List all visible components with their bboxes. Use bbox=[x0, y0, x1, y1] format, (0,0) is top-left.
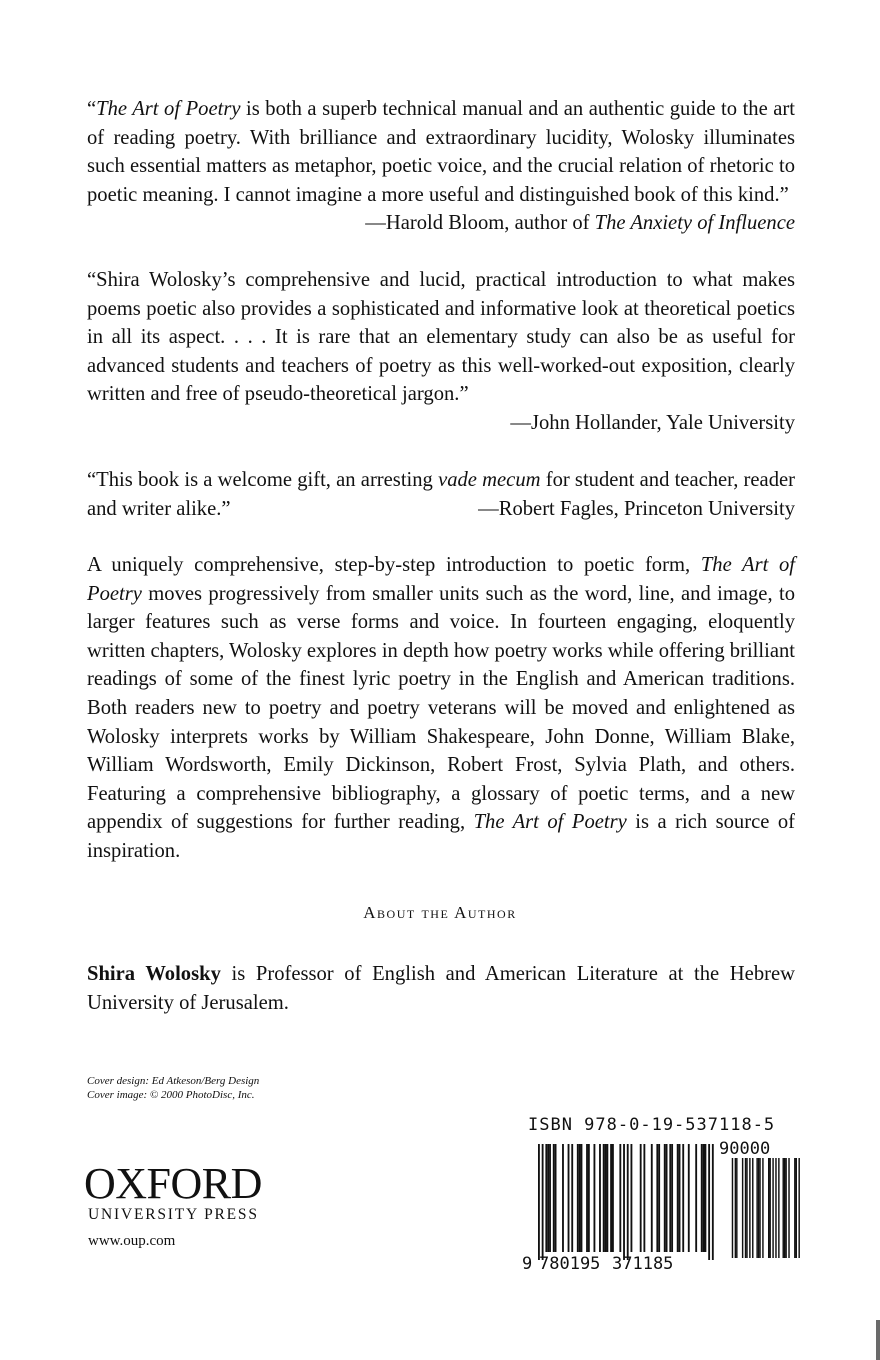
barcode-bar bbox=[549, 1144, 551, 1252]
book-description: A uniquely comprehensive, step-by-step introduction to poetic form, The Art of Poetry moves progressively from smaller units such as the word, line, and image, to larger features such as verse forms and voice. In fourteen engaging, eloquently written chapters, Wolosky explores in depth how poetry works while offering brilliant readings of some of the finest lyric poetry in the English and American traditions. Both readers new to poetry and poetry veterans will be moved and enlightened as Wolosky interprets works by William Shakespeare, John Donne, William Blake, William Wordsworth, Emily Dickinson, Robert Frost, Sylvia Plath, and others. Featuring a comprehensive bibliography, a glossary of poetic terms, and a new appendix of suggestions for further reading, The Art of Poetry is a rich source of inspiration. bbox=[87, 554, 796, 862]
barcode-digit-group2: 371185 bbox=[612, 1254, 674, 1274]
cover-credits bbox=[87, 1074, 259, 1102]
barcode-bar bbox=[656, 1144, 658, 1252]
barcode-bar bbox=[603, 1144, 605, 1252]
barcode-addon-digits: 90000 bbox=[719, 1139, 771, 1159]
barcode-bar bbox=[586, 1144, 588, 1252]
barcode-addon-bar bbox=[783, 1158, 784, 1258]
barcode-addon-bar bbox=[746, 1158, 747, 1258]
barcode-addon-bar bbox=[736, 1158, 737, 1258]
barcode-addon-bar bbox=[798, 1158, 799, 1258]
quote-bloom bbox=[87, 95, 795, 238]
author-bio-text: is Professor of English and American Literature at the Hebrew University of Jerusalem. bbox=[87, 963, 795, 1014]
barcode-addon-bars bbox=[732, 1158, 800, 1258]
barcode-bar bbox=[666, 1144, 668, 1252]
barcode-bar bbox=[631, 1144, 633, 1252]
isbn-barcode bbox=[520, 1138, 800, 1283]
barcode-bar bbox=[688, 1144, 690, 1252]
barcode-bar bbox=[664, 1144, 666, 1252]
quote-fagles bbox=[87, 466, 795, 523]
barcode-bar bbox=[640, 1144, 642, 1252]
quote-text: is both a superb technical manual and an authentic guide to the art of reading poetry. With brilliance and extraordinary lucidity, Wolosky illuminates such essential matters as metaphor, poetic voice, and the crucial relation of rhetoric to poetic meaning. I cannot imagine a more useful and distinguished book of this kind.” bbox=[87, 98, 795, 206]
barcode-bar bbox=[553, 1144, 555, 1252]
about-author-heading: About the Author bbox=[363, 903, 517, 922]
barcode-bar bbox=[669, 1144, 671, 1252]
barcode-bar bbox=[677, 1144, 679, 1252]
barcode-bar bbox=[679, 1144, 681, 1252]
quote-open: “ bbox=[87, 98, 97, 120]
quote-book-title: The Art of Poetry bbox=[96, 98, 241, 120]
barcode-bar bbox=[538, 1144, 540, 1260]
cover-image-credit: Cover image: © 2000 PhotoDisc, Inc. bbox=[87, 1089, 255, 1101]
barcode-bar bbox=[606, 1144, 608, 1252]
quote-text: “This book is a welcome gift, an arresting bbox=[87, 469, 439, 491]
barcode-addon-bar bbox=[742, 1158, 743, 1258]
barcode-addon-bar bbox=[756, 1158, 757, 1258]
barcode-bar bbox=[581, 1144, 583, 1252]
barcode-addon-bar bbox=[759, 1158, 760, 1258]
barcode-bar bbox=[701, 1144, 703, 1252]
barcode-bar bbox=[627, 1144, 629, 1260]
barcode-addon-bar bbox=[772, 1158, 773, 1258]
barcode-bar bbox=[651, 1144, 653, 1252]
barcode-bar bbox=[612, 1144, 614, 1252]
barcode-bar bbox=[708, 1144, 710, 1260]
publisher-url[interactable]: www.oup.com bbox=[88, 1233, 176, 1249]
barcode-bar bbox=[658, 1144, 660, 1252]
oxford-subtitle: UNIVERSITY PRESS bbox=[88, 1206, 259, 1223]
quote-hollander bbox=[87, 266, 795, 438]
barcode-bar bbox=[577, 1144, 579, 1252]
barcode-addon-bar bbox=[788, 1158, 789, 1258]
barcode-bar bbox=[619, 1144, 621, 1252]
barcode-bar bbox=[682, 1144, 684, 1252]
barcode-addon-bar bbox=[768, 1158, 769, 1258]
barcode-bar bbox=[594, 1144, 596, 1252]
barcode-bar bbox=[695, 1144, 697, 1252]
cover-design-credit: Cover design: Ed Atkeson/Berg Design bbox=[87, 1075, 260, 1087]
barcode-addon-bar bbox=[752, 1158, 753, 1258]
barcode-bar bbox=[643, 1144, 645, 1252]
barcode-graphic bbox=[520, 1138, 800, 1278]
barcode-bar bbox=[571, 1144, 573, 1252]
author-bio bbox=[87, 960, 795, 1017]
barcode-bar bbox=[542, 1144, 544, 1260]
page-edge-mark bbox=[876, 1320, 880, 1360]
barcode-addon-bar bbox=[778, 1158, 779, 1258]
barcode-bar bbox=[605, 1144, 607, 1252]
barcode-bar bbox=[712, 1144, 714, 1260]
quote-attribution: —John Hollander, Yale University bbox=[510, 411, 795, 434]
barcode-bar bbox=[547, 1144, 549, 1252]
barcode-addon-bar bbox=[775, 1158, 776, 1258]
barcode-digit-first: 9 bbox=[522, 1254, 533, 1274]
barcode-bar bbox=[705, 1144, 707, 1252]
barcode-addon-bar bbox=[745, 1158, 746, 1258]
barcode-addon-bar bbox=[796, 1158, 797, 1258]
barcode-addon-bar bbox=[758, 1158, 759, 1258]
barcode-bar bbox=[555, 1144, 557, 1252]
barcode-addon-bar bbox=[735, 1158, 736, 1258]
barcode-bar bbox=[545, 1144, 547, 1252]
barcode-digit-group1: 780195 bbox=[539, 1254, 601, 1274]
quote-italic: vade mecum bbox=[438, 469, 541, 491]
barcode-addon-bar bbox=[794, 1158, 795, 1258]
quote-attribution: —Harold Bloom, author of The Anxiety of Influence bbox=[365, 212, 795, 235]
quote-attribution: —Robert Fagles, Princeton University bbox=[478, 497, 795, 520]
barcode-addon-bar bbox=[732, 1158, 733, 1258]
barcode-bar bbox=[623, 1144, 625, 1260]
barcode-bar bbox=[703, 1144, 705, 1252]
barcode-addon-bar bbox=[762, 1158, 763, 1258]
isbn-label: ISBN 978-0-19-537118-5 bbox=[528, 1115, 776, 1135]
barcode-addon-bar bbox=[784, 1158, 785, 1258]
barcode-addon-bar bbox=[785, 1158, 786, 1258]
barcode-addon-bar bbox=[749, 1158, 750, 1258]
quote-text: “Shira Wolosky’s comprehensive and lucid, practical introduction to what makes poems poetic also provides a sophisticated and informative look at theoretical poetics in all its aspect. . . . It is rare that an elementary study can also be as useful for advanced students and teachers of poetry as this well-worked-out exposition, clearly written and free of pseudo-theoretical jargon.” bbox=[87, 269, 795, 406]
barcode-bar bbox=[579, 1144, 581, 1252]
barcode-bar bbox=[562, 1144, 564, 1252]
barcode-bar bbox=[599, 1144, 601, 1252]
barcode-addon-bar bbox=[769, 1158, 770, 1258]
barcode-bar bbox=[610, 1144, 612, 1252]
barcode-bar bbox=[568, 1144, 570, 1252]
quote-text-after: for student and teacher, reader and writer alike.” bbox=[87, 469, 795, 520]
barcode-bar bbox=[588, 1144, 590, 1252]
barcode-bar bbox=[671, 1144, 673, 1252]
oxford-logo: OXFORD bbox=[84, 1159, 262, 1208]
author-name: Shira Wolosky bbox=[87, 963, 221, 985]
barcode-main-bars bbox=[538, 1144, 714, 1260]
